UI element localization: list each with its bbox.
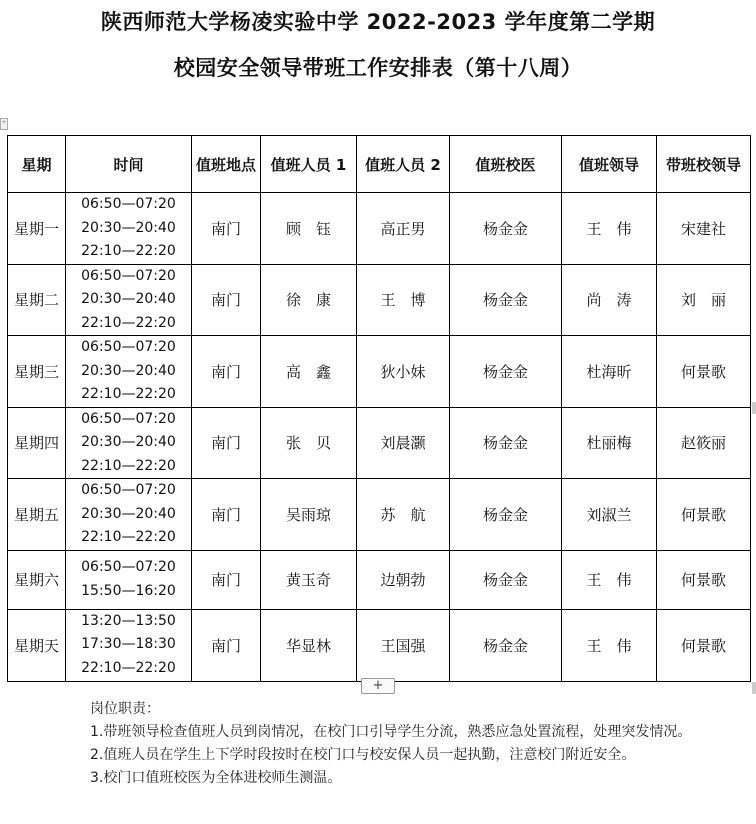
leader-cell[interactable]: 刘淑兰 [562,479,657,551]
resize-handle[interactable] [752,682,756,694]
location-cell[interactable]: 南门 [192,264,261,336]
time-slot: 06:50—07:20 [81,559,176,575]
staff2-cell[interactable]: 苏 航 [357,479,450,551]
time-slot: 22:10—22:20 [81,457,176,474]
header-row [8,136,751,193]
table-row [8,407,751,479]
location-cell[interactable]: 南门 [192,609,261,681]
time-slot: 22:10—22:20 [81,529,176,545]
time-slot: 20:30—20:40 [81,291,176,307]
location-cell[interactable]: 南门 [192,193,261,265]
time-cell[interactable] [66,407,192,479]
day-cell[interactable]: 星期二 [8,264,66,336]
staff1-cell[interactable]: 高 鑫 [261,336,357,408]
time-slot: 22:10—22:20 [81,386,176,402]
header-leader: 值班领导 [562,136,657,193]
table-row [8,193,751,265]
title-line-1: 陕西师范大学杨凌实验中学 2022-2023 学年度第二学期 [100,10,656,34]
time-slot: 06:50—07:20 [81,410,176,427]
doctor-cell[interactable]: 杨金金 [450,193,562,265]
header-staff2: 值班人员 2 [357,136,450,193]
day-cell[interactable]: 星期天 [8,609,66,681]
leader-cell[interactable]: 王 伟 [562,193,657,265]
time-cell[interactable] [66,550,192,609]
school-leader-cell[interactable]: 何景歌 [657,550,751,609]
staff2-cell[interactable]: 狄小妹 [357,336,450,408]
duties-section [90,698,710,790]
time-cell[interactable] [66,264,192,336]
doctor-cell[interactable]: 杨金金 [450,336,562,408]
staff1-cell[interactable]: 顾 钰 [261,193,357,265]
time-cell[interactable] [66,336,192,408]
school-leader-cell[interactable]: 宋建社 [657,193,751,265]
duties-heading: 岗位职责： [90,701,160,717]
staff2-cell[interactable]: 高正男 [357,193,450,265]
staff1-cell[interactable]: 张 贝 [261,407,357,479]
leader-cell[interactable]: 王 伟 [562,550,657,609]
time-slot: 06:50—07:20 [81,482,176,498]
location-cell[interactable]: 南门 [192,550,261,609]
table-row [8,336,751,408]
time-slot: 22:10—22:20 [81,314,176,331]
table-select-handle[interactable]: + [0,118,8,130]
time-slot: 20:30—20:40 [81,219,176,236]
duty-schedule-table [7,135,751,682]
header-time: 时间 [66,136,192,193]
leader-cell[interactable]: 王 伟 [562,609,657,681]
doctor-cell[interactable]: 杨金金 [450,264,562,336]
time-slot: 06:50—07:20 [81,339,176,355]
day-cell[interactable]: 星期四 [8,407,66,479]
resize-handle[interactable] [752,402,756,414]
location-cell[interactable]: 南门 [192,479,261,551]
table-row [8,609,751,681]
doctor-cell[interactable]: 杨金金 [450,550,562,609]
day-cell[interactable]: 星期五 [8,479,66,551]
header-doctor: 值班校医 [450,136,562,193]
leader-cell[interactable]: 杜丽梅 [562,407,657,479]
time-slot: 13:20—13:50 [81,612,176,629]
day-cell[interactable]: 星期三 [8,336,66,408]
staff1-cell[interactable]: 徐 康 [261,264,357,336]
duty-item: 3.校门口值班校医为全体进校师生测温。 [90,770,342,786]
time-slot: 20:30—20:40 [81,505,176,522]
duty-item: 1.带班领导检查值班人员到岗情况，在校门口引导学生分流，熟悉应急处置流程，处理突发情况。 [90,724,692,740]
time-slot: 15:50—16:20 [81,582,176,599]
time-slot: 22:10—22:20 [81,659,176,676]
leader-cell[interactable]: 杜海昕 [562,336,657,408]
time-cell[interactable] [66,609,192,681]
time-cell[interactable] [66,479,192,551]
header-location: 值班地点 [192,136,261,193]
doctor-cell[interactable]: 杨金金 [450,407,562,479]
time-slot: 17:30—18:30 [81,636,176,653]
header-day: 星期 [8,136,66,193]
location-cell[interactable]: 南门 [192,407,261,479]
school-leader-cell[interactable]: 刘 丽 [657,264,751,336]
duty-item: 2.值班人员在学生上下学时段按时在校门口与校安保人员一起执勤，注意校门附近安全。 [90,747,636,763]
school-leader-cell[interactable]: 何景歌 [657,336,751,408]
time-cell[interactable] [66,193,192,265]
day-cell[interactable]: 星期一 [8,193,66,265]
day-cell[interactable]: 星期六 [8,550,66,609]
doctor-cell[interactable]: 杨金金 [450,609,562,681]
table-row [8,479,751,551]
staff2-cell[interactable]: 边朝勃 [357,550,450,609]
time-slot: 06:50—07:20 [81,267,176,284]
add-row-button[interactable]: + [361,678,395,694]
school-leader-cell[interactable]: 赵筱丽 [657,407,751,479]
staff2-cell[interactable]: 王 博 [357,264,450,336]
header-staff1: 值班人员 1 [261,136,357,193]
title-line-2: 校园安全领导带班工作安排表（第十八周） [173,56,583,80]
staff1-cell[interactable]: 吴雨琼 [261,479,357,551]
time-slot: 20:30—20:40 [81,434,176,450]
time-slot: 22:10—22:20 [81,243,176,259]
time-slot: 06:50—07:20 [81,196,176,212]
table-row [8,264,751,336]
staff2-cell[interactable]: 刘晨灏 [357,407,450,479]
school-leader-cell[interactable]: 何景歌 [657,609,751,681]
location-cell[interactable]: 南门 [192,336,261,408]
staff2-cell[interactable]: 王国强 [357,609,450,681]
header-school-leader: 带班校领导 [657,136,751,193]
staff1-cell[interactable]: 黄玉奇 [261,550,357,609]
time-slot: 20:30—20:40 [81,362,176,379]
table-row [8,550,751,609]
doctor-cell[interactable]: 杨金金 [450,479,562,551]
staff1-cell[interactable]: 华显林 [261,609,357,681]
school-leader-cell[interactable]: 何景歌 [657,479,751,551]
leader-cell[interactable]: 尚 涛 [562,264,657,336]
